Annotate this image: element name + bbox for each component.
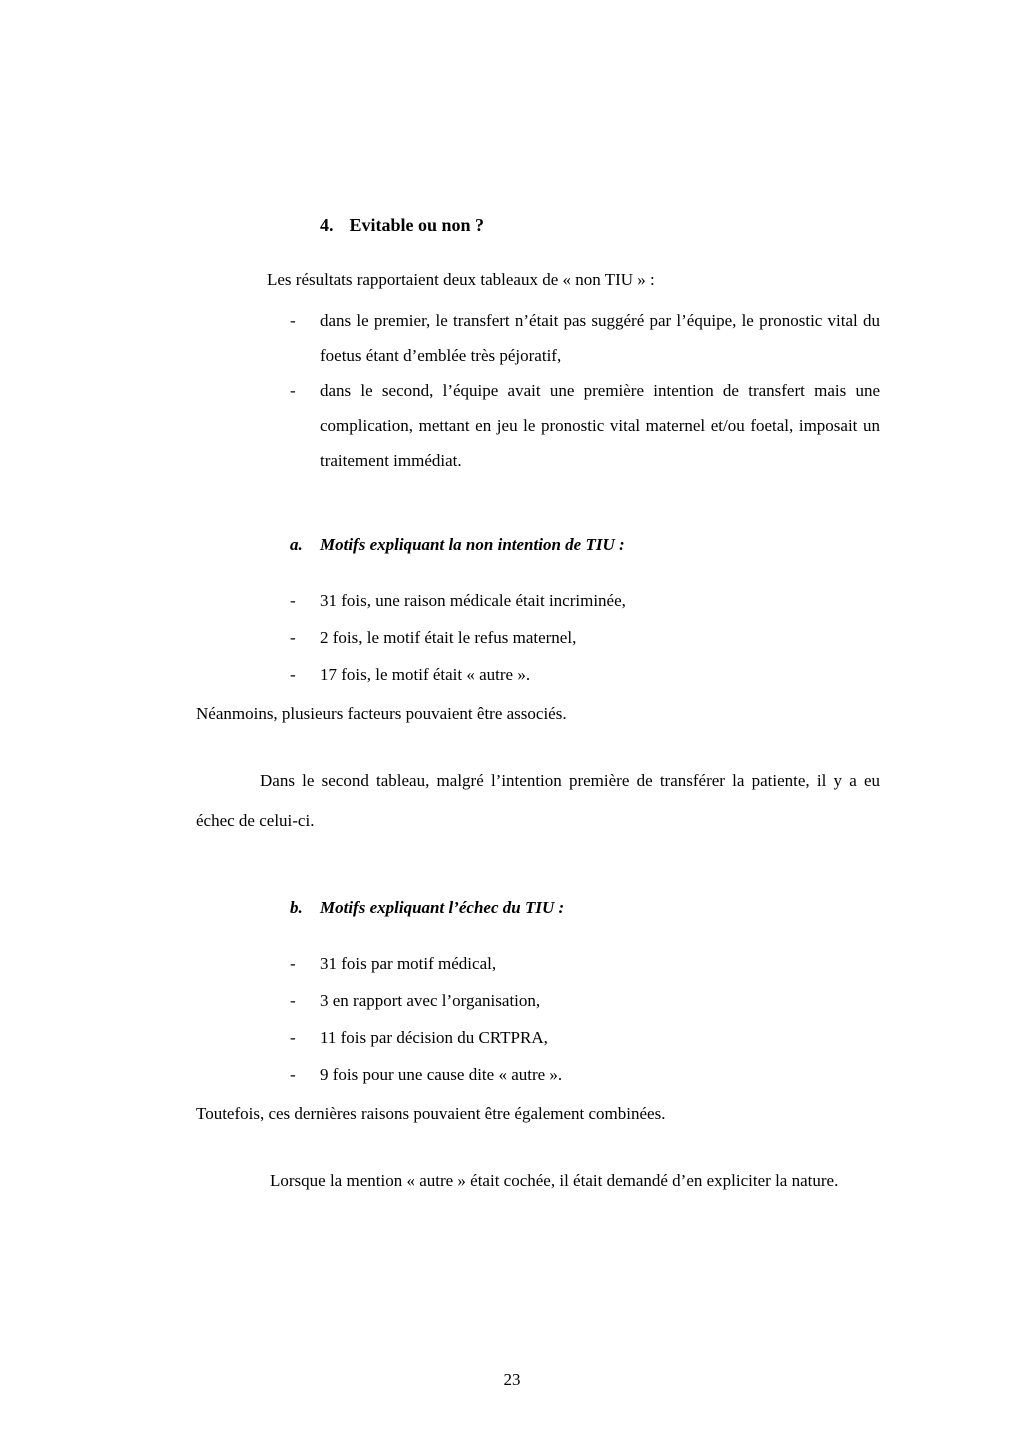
dash-marker: - [290,665,296,684]
dash-marker: - [290,591,296,610]
list-item [290,373,880,478]
subsection-a-marker: a. [290,535,303,554]
non-tiu-list [196,303,880,478]
list-item [290,303,880,373]
subsection-a-label: Motifs expliquant la non intention de TIU : [320,535,625,554]
list-item-text: 2 fois, le motif était le refus maternel, [320,628,577,647]
section-heading [320,213,880,237]
intro-paragraph: Les résultats rapportaient deux tableaux de « non TIU » : [267,270,655,289]
list-item-text: 17 fois, le motif était « autre ». [320,665,531,684]
dash-marker: - [290,311,296,330]
dash-marker: - [290,954,296,973]
list-item [290,620,880,655]
dash-marker: - [290,381,296,400]
list-item [290,657,880,692]
list-item [290,1057,880,1092]
subsection-b-marker: b. [290,898,303,917]
list-item-text: 31 fois par motif médical, [320,954,497,973]
list-item-text: dans le second, l’équipe avait une première intention de transfert mais une complication, mettant en jeu le pronostic vital maternel et/ou foetal, imposait un traitement immédiat. [320,381,880,470]
section-heading-label: Evitable ou non ? [349,215,485,235]
section-heading-number: 4. [320,215,334,235]
subsection-b-label: Motifs expliquant l’échec du TIU : [320,898,565,917]
dash-marker: - [290,991,296,1010]
section-a-note: Néanmoins, plusieurs facteurs pouvaient être associés. [196,704,567,723]
section-b-paragraph: Lorsque la mention « autre » était cochée, il était demandé d’en expliciter la nature. [270,1171,839,1190]
dash-marker: - [290,1065,296,1084]
list-item [290,983,880,1018]
section-b-note: Toutefois, ces dernières raisons pouvaient être également combinées. [196,1104,666,1123]
list-item-text: 9 fois pour une cause dite « autre ». [320,1065,563,1084]
list-item-text: dans le premier, le transfert n’était pas suggéré par l’équipe, le pronostic vital du foetus étant d’emblée très péjoratif, [320,311,880,365]
list-item-text: 11 fois par décision du CRTPRA, [320,1028,548,1047]
list-item [290,1020,880,1055]
section-a-paragraph: Dans le second tableau, malgré l’intention première de transférer la patiente, il y a eu échec de celui-ci. [196,771,880,830]
section-a-list [196,583,880,692]
page-number: 23 [503,1370,521,1389]
dash-marker: - [290,628,296,647]
list-item [290,946,880,981]
subsection-a-heading [290,533,880,557]
list-item-text: 31 fois, une raison médicale était incriminée, [320,591,626,610]
dash-marker: - [290,1028,296,1047]
list-item [290,583,880,618]
subsection-b-heading [290,896,880,920]
section-b-list [196,946,880,1092]
list-item-text: 3 en rapport avec l’organisation, [320,991,541,1010]
